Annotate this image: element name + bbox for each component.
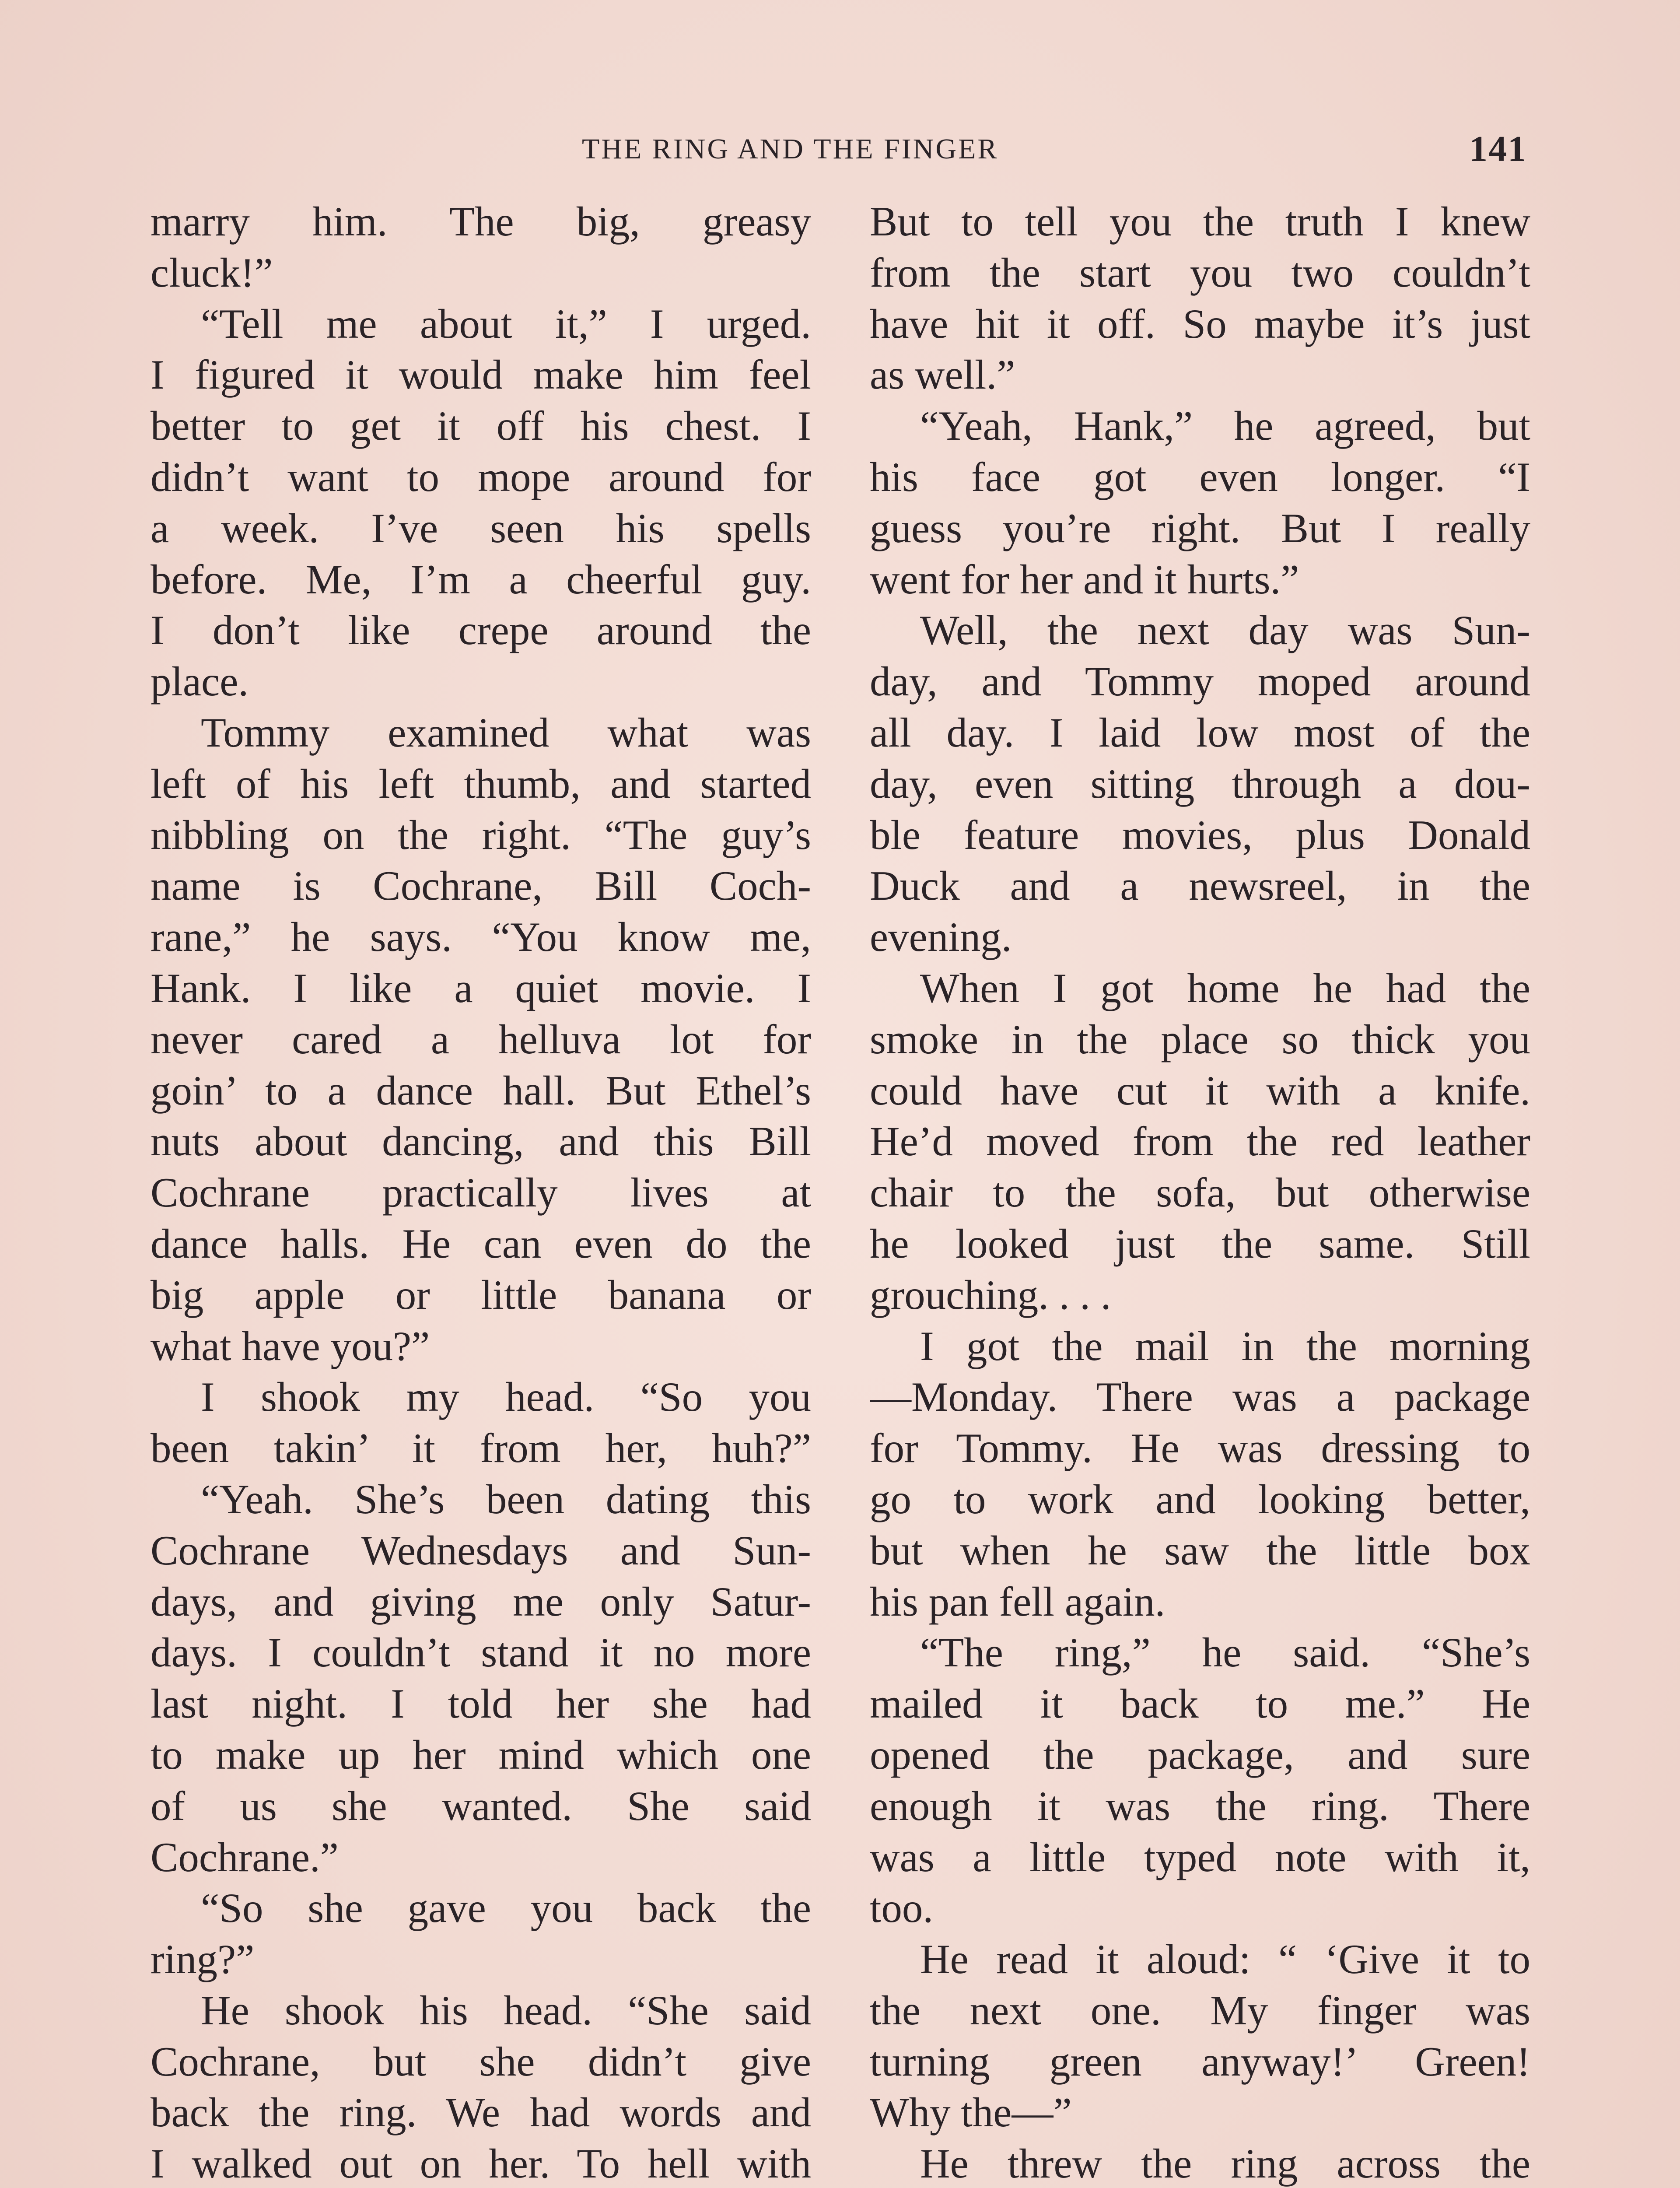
text-line: what have you?” (150, 1322, 430, 1369)
text-line: went for her and it hurts.” (870, 556, 1299, 603)
text-line: ble feature movies, plus Donald (870, 811, 1530, 858)
text-line: “So she gave you back the (201, 1885, 811, 1932)
text-line: evening. (870, 914, 1012, 961)
running-title: THE RING AND THE FINGER (582, 133, 999, 165)
text-line: enough it was the ring. There (870, 1782, 1530, 1829)
text-line: his face got even longer. “I (870, 453, 1530, 500)
text-line: his pan fell again. (870, 1578, 1166, 1625)
text-line: marry him. The big, greasy (150, 198, 811, 245)
text-line: grouching. . . . (870, 1271, 1111, 1318)
text-line: all day. I laid low most of the (870, 709, 1530, 756)
text-line: But to tell you the truth I knew (870, 198, 1530, 245)
text-line: he looked just the same. Still (870, 1220, 1530, 1267)
text-line: chair to the sofa, but otherwise (870, 1169, 1530, 1216)
text-line: for Tommy. He was dressing to (870, 1425, 1530, 1472)
text-line: He’d moved from the red leather (870, 1118, 1530, 1165)
text-line: mailed it back to me.” He (870, 1680, 1530, 1727)
text-line: big apple or little banana or (150, 1271, 811, 1318)
text-line: day, even sitting through a dou- (870, 760, 1530, 807)
text-line: Cochrane Wednesdays and Sun- (150, 1527, 811, 1574)
text-line: “Yeah, Hank,” he agreed, but (920, 403, 1530, 449)
text-line: cluck!” (150, 249, 273, 296)
text-line: was a little typed note with it, (870, 1834, 1530, 1880)
text-line: “The ring,” he said. “She’s (920, 1629, 1530, 1676)
text-line: didn’t want to mope around for (150, 453, 811, 500)
page-number: 141 (1469, 129, 1527, 169)
text-line: Cochrane practically lives at (150, 1169, 811, 1216)
running-head (0, 130, 1680, 169)
text-line: Tommy examined what was (201, 709, 811, 756)
text-line: a week. I’ve seen his spells (150, 505, 811, 551)
text-line: Hank. I like a quiet movie. I (150, 964, 811, 1011)
text-line: I shook my head. “So you (201, 1374, 811, 1420)
text-line: dance halls. He can even do the (150, 1220, 811, 1267)
text-line: before. Me, I’m a cheerful guy. (150, 556, 811, 603)
text-line: last night. I told her she had (150, 1680, 811, 1727)
text-line: from the start you two couldn’t (870, 249, 1530, 296)
text-line: When I got home he had the (920, 964, 1530, 1011)
text-line: Cochrane.” (150, 1834, 339, 1880)
text-line: —Monday. There was a package (870, 1374, 1530, 1420)
text-line: of us she wanted. She said (150, 1782, 811, 1829)
text-line: place. (150, 658, 249, 705)
text-line: turning green anyway!’ Green! (870, 2038, 1530, 2085)
text-line: He shook his head. “She said (201, 1987, 811, 2034)
text-line: back the ring. We had words and (150, 2089, 811, 2136)
text-line: go to work and looking better, (870, 1476, 1530, 1522)
text-line: rane,” he says. “You know me, (150, 914, 811, 961)
text-line: ring?” (150, 1936, 255, 1983)
text-line: better to get it off his chest. I (150, 403, 811, 449)
text-line: Why the—” (870, 2089, 1072, 2136)
text-line: guess you’re right. But I really (870, 505, 1530, 551)
text-line: He threw the ring across the (920, 2140, 1530, 2187)
right-text-column (870, 196, 1530, 2188)
text-line: the next one. My finger was (870, 1987, 1530, 2034)
text-line: Cochrane, but she didn’t give (150, 2038, 811, 2085)
text-line: too. (870, 1885, 934, 1932)
text-line: to make up her mind which one (150, 1731, 811, 1778)
text-line: day, and Tommy moped around (870, 658, 1530, 705)
text-line: He read it aloud: “ ‘Give it to (920, 1936, 1530, 1983)
text-line: left of his left thumb, and started (150, 760, 811, 807)
text-line: “Yeah. She’s been dating this (201, 1476, 811, 1522)
text-line: days, and giving me only Satur- (150, 1578, 811, 1625)
text-line: I walked out on her. To hell with (150, 2140, 811, 2187)
text-line: Duck and a newsreel, in the (870, 863, 1530, 909)
text-line: I don’t like crepe around the (150, 607, 811, 654)
text-line: days. I couldn’t stand it no more (150, 1629, 811, 1676)
text-line: nuts about dancing, and this Bill (150, 1118, 811, 1165)
text-line: goin’ to a dance hall. But Ethel’s (150, 1067, 811, 1114)
text-line: I got the mail in the morning (920, 1322, 1530, 1369)
text-line: been takin’ it from her, huh?” (150, 1425, 811, 1472)
text-line: never cared a helluva lot for (150, 1016, 811, 1062)
text-line: name is Cochrane, Bill Coch- (150, 863, 811, 909)
text-line: Well, the next day was Sun- (920, 607, 1530, 654)
text-line: nibbling on the right. “The guy’s (150, 811, 811, 858)
text-line: opened the package, and sure (870, 1731, 1530, 1778)
text-line: smoke in the place so thick you (870, 1016, 1530, 1062)
text-line: have hit it off. So maybe it’s just (870, 300, 1530, 347)
left-text-column (150, 196, 811, 2188)
text-line: “Tell me about it,” I urged. (201, 300, 811, 347)
text-line: as well.” (870, 351, 1015, 398)
text-line: but when he saw the little box (870, 1527, 1530, 1574)
text-line: I figured it would make him feel (150, 351, 811, 398)
text-line: could have cut it with a knife. (870, 1067, 1530, 1114)
